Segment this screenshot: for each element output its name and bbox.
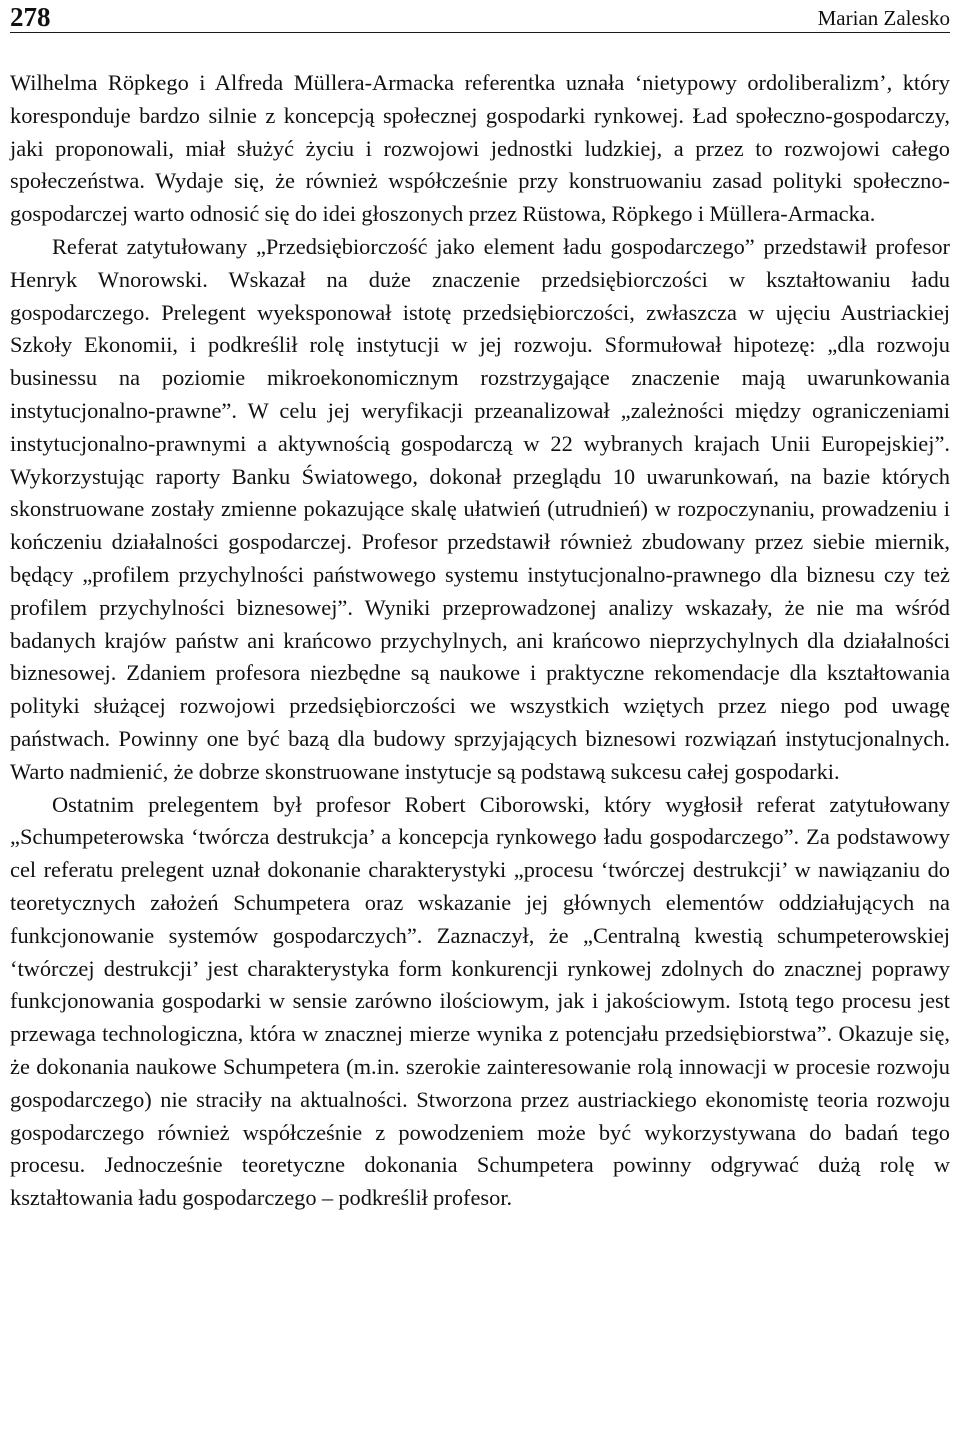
paragraph-continuation: Wilhelma Röpkego i Alfreda Müllera-Armacka referentka uznała ‘nietypowy ordoliberalizm’, który koresponduje bardzo silnie z koncepcją społecznej gospodarki rynkowej. Ład społeczno-gospodarczy, jaki proponowali, miał służyć życiu i rozwojowi jednostki ludzkiej, a przez to rozwojowi całego społeczeństwa. Wydaje się, że również współcześnie przy konstruowaniu zasad polityki społeczno-gospodarczej warto odnosić się do idei głoszonych przez Rüstowa, Röpkego i Müllera-Armacka. xyxy=(10,70,950,227)
document-page xyxy=(10,0,950,1450)
paragraph-wnorowski-report: Referat zatytułowany „Przedsiębiorczość jako element ładu gospodarczego” przedstawił profesor Henryk Wnorowski. Wskazał na duże znaczenie przedsiębiorczości w kształtowaniu ładu gospodarczego. Prelegent wyeksponował istotę przedsiębiorczości, zwłaszcza w ujęciu Austriackiej Szkoły Ekonomii, i podkreślił rolę instytucji w jej rozwoju. Sformułował hipotezę: „dla rozwoju businessu na poziomie mikroekonomicznym rozstrzygające znaczenie mają uwarunkowania instytucjonalno-prawne”. W celu jej weryfikacji przeanalizował „zależności między ograniczeniami instytucjonalno-prawnymi a aktywnością gospodarczą w 22 wybranych krajach Unii Europejskiej”. Wykorzystując raporty Banku Światowego, dokonał przeglądu 10 uwarunkowań, na bazie których skonstruowane zostały zmienne pokazujące skalę ułatwień (utrudnień) w rozpoczynaniu, prowadzeniu i kończeniu działalności gospodarczej. Profesor przedstawił również zbudowany przez siebie miernik, będący „profilem przychylności państwowego systemu instytucjonalno-prawnego dla biznesu czy też profilem przychylności biznesowej”. Wyniki przeprowadzonej analizy wskazały, że nie ma wśród badanych krajów państw ani krańcowo przychylnych, ani krańcowo nieprzychylnych dla działalności biznesowej. Zdaniem profesora niezbędne są naukowe i praktyczne rekomendacje dla kształtowania polityki służącej rozwojowi przedsiębiorczości we wszystkich wziętych przez niego pod uwagę państwach. Powinny one być bazą dla budowy sprzyjających biznesowi rozwiązań instytucjonalnych. Warto nadmienić, że dobrze skonstruowane instytucje są podstawą sukcesu całej gospodarki. xyxy=(10,233,950,784)
running-header-author: Marian Zalesko xyxy=(817,6,950,30)
body-text xyxy=(10,67,950,1215)
page-number: 278 xyxy=(10,2,51,32)
paragraph-ciborowski-report: Ostatnim prelegentem był profesor Robert Ciborowski, który wygłosił referat zatytułowany „Schumpeterowska ‘twórcza destrukcja’ a koncepcja rynkowego ładu gospodarczego”. Za podstawowy cel referatu prelegent uznał dokonanie charakterystyki „procesu ‘twórczej destrukcji’ w nawiązaniu do teoretycznych założeń Schumpetera oraz wskazanie jej głównych elementów oddziałujących na funkcjonowanie systemów gospodarczych”. Zaznaczył, że „Centralną kwestią schumpeterowskiej ‘twórczej destrukcji’ jest charakterystyka form konkurencji rynkowej zdolnych do znacznej poprawy funkcjonowania gospodarki w sensie zarówno ilościowym, jak i jakościowym. Istotą tego procesu jest przewaga technologiczna, która w znacznej mierze wynika z potencjału przedsiębiorstwa”. Okazuje się, że dokonania naukowe Schumpetera (m.in. szerokie zainteresowanie rolą innowacji w procesie rozwoju gospodarczego) nie straciły na aktualności. Stworzona przez austriackiego ekonomistę teoria rozwoju gospodarczego również współcześnie z powodzeniem może być wykorzystywana do badań tego procesu. Jednocześnie teoretyczne dokonania Schumpetera powinny odgrywać dużą rolę w kształtowania ładu gospodarczego – podkreślił profesor. xyxy=(10,791,950,1211)
running-header xyxy=(10,0,950,33)
